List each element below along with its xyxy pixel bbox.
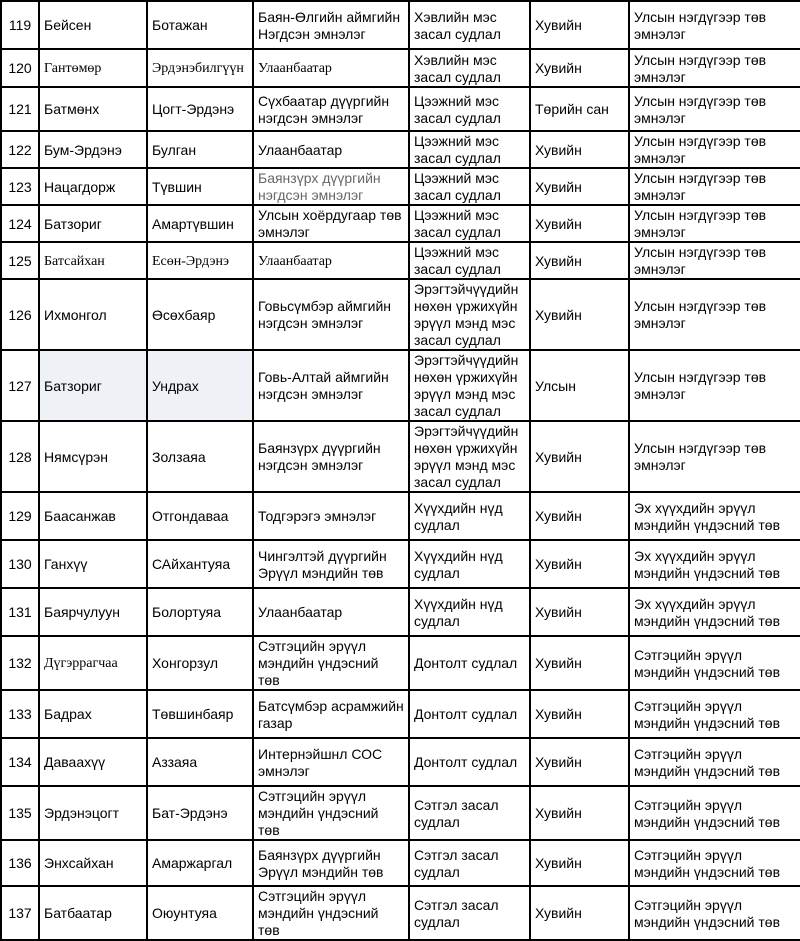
surname-cell: Батсайхан (39, 242, 147, 279)
institution-cell: Улсын нэгдүгээр төв эмнэлэг (629, 49, 800, 87)
funding-cell: Хувийн (530, 840, 629, 886)
specialty-cell: Эрэгтэйчүүдийн нөхөн үржихүйн эрүүл мэнд мэс засал судлал (409, 350, 530, 421)
surname-cell: Даваахүү (39, 738, 147, 786)
table-row (1, 131, 800, 168)
surname-cell: Батбаатар (39, 886, 147, 940)
institution-cell: Сэтгэцийн эрүүл мэндийн үндэсний төв (629, 738, 800, 786)
funding-cell: Хувийн (530, 786, 629, 840)
given-name-cell: Өсөхбаяр (147, 279, 253, 350)
hospital-cell: Баян-Өлгийн аймгийн Нэгдсэн эмнэлэг (253, 1, 409, 49)
funding-cell: Хувийн (530, 279, 629, 350)
row-number: 123 (1, 168, 39, 205)
given-name-cell: Хонгорзул (147, 636, 253, 690)
specialty-cell: Донтолт судлал (409, 690, 530, 738)
given-name-cell: Ботажан (147, 1, 253, 49)
surname-cell: Нацагдорж (39, 168, 147, 205)
table-row (1, 690, 800, 738)
specialty-cell: Хүүхдийн нүд судлал (409, 540, 530, 588)
hospital-cell: Баянзүрх дүүргийн нэгдсэн эмнэлэг (253, 421, 409, 492)
institution-cell: Улсын нэгдүгээр төв эмнэлэг (629, 242, 800, 279)
row-number: 119 (1, 1, 39, 49)
specialty-cell: Хэвлийн мэс засал судлал (409, 1, 530, 49)
table-row (1, 540, 800, 588)
institution-cell: Сэтгэцийн эрүүл мэндийн үндэсний төв (629, 840, 800, 886)
table-row (1, 786, 800, 840)
row-number: 129 (1, 492, 39, 540)
hospital-cell: Улаанбаатар (253, 588, 409, 636)
table-row (1, 636, 800, 690)
institution-cell: Улсын нэгдүгээр төв эмнэлэг (629, 350, 800, 421)
row-number: 120 (1, 49, 39, 87)
funding-cell: Хувийн (530, 205, 629, 242)
hospital-cell: Улсын хоёрдугаар төв эмнэлэг (253, 205, 409, 242)
surname-cell: Батзориг (39, 350, 147, 421)
specialty-cell: Хүүхдийн нүд судлал (409, 588, 530, 636)
surname-cell: Ганхүү (39, 540, 147, 588)
institution-cell: Сэтгэцийн эрүүл мэндийн үндэсний төв (629, 886, 800, 940)
given-name-cell: Ундрах (147, 350, 253, 421)
institution-cell: Сэтгэцийн эрүүл мэндийн үндэсний төв (629, 636, 800, 690)
surname-cell: Энхсайхан (39, 840, 147, 886)
hospital-cell: Говь-Алтай аймгийн нэгдсэн эмнэлэг (253, 350, 409, 421)
funding-cell: Хувийн (530, 690, 629, 738)
given-name-cell: Булган (147, 131, 253, 168)
surname-cell: Бум-Эрдэнэ (39, 131, 147, 168)
given-name-cell: Бат-Эрдэнэ (147, 786, 253, 840)
surname-cell: Дүгэррагчаа (39, 636, 147, 690)
specialty-cell: Эрэгтэйчүүдийн нөхөн үржихүйн эрүүл мэнд мэс засал судлал (409, 279, 530, 350)
institution-cell: Эх хүүхдийн эрүүл мэндийн үндэсний төв (629, 588, 800, 636)
institution-cell: Эх хүүхдийн эрүүл мэндийн үндэсний төв (629, 540, 800, 588)
hospital-cell: Тодгэрэгэ эмнэлэг (253, 492, 409, 540)
table-row (1, 1, 800, 49)
institution-cell: Улсын нэгдүгээр төв эмнэлэг (629, 205, 800, 242)
funding-cell: Хувийн (530, 492, 629, 540)
funding-cell: Хувийн (530, 886, 629, 940)
given-name-cell: Аззаяа (147, 738, 253, 786)
given-name-cell: САйхантуяа (147, 540, 253, 588)
hospital-cell: Сүхбаатар дүүргийн нэгдсэн эмнэлэг (253, 87, 409, 131)
row-number: 128 (1, 421, 39, 492)
row-number: 124 (1, 205, 39, 242)
surname-cell: Батмөнх (39, 87, 147, 131)
surname-cell: Гантөмөр (39, 49, 147, 87)
table-row (1, 279, 800, 350)
specialty-cell: Хэвлийн мэс засал судлал (409, 49, 530, 87)
table-row (1, 168, 800, 205)
hospital-cell: Баянзүрх дүүргийн нэгдсэн эмнэлэг (253, 168, 409, 205)
institution-cell: Улсын нэгдүгээр төв эмнэлэг (629, 1, 800, 49)
specialty-cell: Цээжний мэс засал судлал (409, 131, 530, 168)
institution-cell: Улсын нэгдүгээр төв эмнэлэг (629, 87, 800, 131)
row-number: 131 (1, 588, 39, 636)
hospital-cell: Сэтгэцийн эрүүл мэндийн үндэсний төв (253, 786, 409, 840)
hospital-cell: Улаанбаатар (253, 242, 409, 279)
table-row (1, 205, 800, 242)
given-name-cell: Болортуяа (147, 588, 253, 636)
hospital-cell: Улаанбаатар (253, 49, 409, 87)
row-number: 130 (1, 540, 39, 588)
given-name-cell: Цогт-Эрдэнэ (147, 87, 253, 131)
specialty-cell: Цээжний мэс засал судлал (409, 205, 530, 242)
surname-cell: Баасанжав (39, 492, 147, 540)
specialty-cell: Сэтгэл засал судлал (409, 786, 530, 840)
given-name-cell: Оюунтуяа (147, 886, 253, 940)
specialty-cell: Хүүхдийн нүд судлал (409, 492, 530, 540)
surname-cell: Бейсен (39, 1, 147, 49)
institution-cell: Сэтгэцийн эрүүл мэндийн үндэсний төв (629, 786, 800, 840)
hospital-cell: Говьсүмбэр аймгийн нэгдсэн эмнэлэг (253, 279, 409, 350)
table-row (1, 588, 800, 636)
funding-cell: Хувийн (530, 1, 629, 49)
funding-cell: Хувийн (530, 636, 629, 690)
specialty-cell: Донтолт судлал (409, 636, 530, 690)
given-name-cell: Түвшин (147, 168, 253, 205)
table-row (1, 87, 800, 131)
specialty-cell: Донтолт судлал (409, 738, 530, 786)
specialty-cell: Эрэгтэйчүүдийн нөхөн үржихүйн эрүүл мэнд мэс засал судлал (409, 421, 530, 492)
row-number: 121 (1, 87, 39, 131)
surname-cell: Ихмонгол (39, 279, 147, 350)
funding-cell: Төрийн сан (530, 87, 629, 131)
row-number: 125 (1, 242, 39, 279)
row-number: 135 (1, 786, 39, 840)
specialty-cell: Цээжний мэс засал судлал (409, 168, 530, 205)
hospital-cell: Чингэлтэй дүүргийн Эрүүл мэндийн төв (253, 540, 409, 588)
funding-cell: Хувийн (530, 588, 629, 636)
table-row (1, 840, 800, 886)
table-row (1, 49, 800, 87)
institution-cell: Улсын нэгдүгээр төв эмнэлэг (629, 131, 800, 168)
hospital-cell: Сэтгэцийн эрүүл мэндийн үндэсний төв (253, 636, 409, 690)
funding-cell: Хувийн (530, 168, 629, 205)
given-name-cell: Амаржаргал (147, 840, 253, 886)
given-name-cell: Отгондаваа (147, 492, 253, 540)
funding-cell: Хувийн (530, 131, 629, 168)
surname-cell: Эрдэнэцогт (39, 786, 147, 840)
row-number: 132 (1, 636, 39, 690)
table-row (1, 350, 800, 421)
funding-cell: Хувийн (530, 738, 629, 786)
institution-cell: Улсын нэгдүгээр төв эмнэлэг (629, 279, 800, 350)
hospital-cell: Батсүмбэр асрамжийн газар (253, 690, 409, 738)
specialty-cell: Цээжний мэс засал судлал (409, 242, 530, 279)
institution-cell: Улсын нэгдүгээр төв эмнэлэг (629, 421, 800, 492)
specialty-cell: Цээжний мэс засал судлал (409, 87, 530, 131)
row-number: 122 (1, 131, 39, 168)
specialty-cell: Сэтгэл засал судлал (409, 886, 530, 940)
table-row (1, 421, 800, 492)
row-number: 127 (1, 350, 39, 421)
surname-cell: Бадрах (39, 690, 147, 738)
table-row (1, 242, 800, 279)
hospital-cell: Баянзүрх дүүргийн Эрүүл мэндийн төв (253, 840, 409, 886)
hospital-cell: Улаанбаатар (253, 131, 409, 168)
row-number: 136 (1, 840, 39, 886)
hospital-cell: Интернэйшнл СОС эмнэлэг (253, 738, 409, 786)
table-row (1, 492, 800, 540)
surname-cell: Нямсүрэн (39, 421, 147, 492)
hospital-cell: Сэтгэцийн эрүүл мэндийн үндэсний төв (253, 886, 409, 940)
surname-cell: Батзориг (39, 205, 147, 242)
given-name-cell: Эрдэнэбилгүүн (147, 49, 253, 87)
institution-cell: Сэтгэцийн эрүүл мэндийн үндэсний төв (629, 690, 800, 738)
funding-cell: Хувийн (530, 540, 629, 588)
row-number: 137 (1, 886, 39, 940)
given-name-cell: Есөн-Эрдэнэ (147, 242, 253, 279)
specialty-cell: Сэтгэл засал судлал (409, 840, 530, 886)
funding-cell: Хувийн (530, 242, 629, 279)
funding-cell: Хувийн (530, 421, 629, 492)
institution-cell: Эх хүүхдийн эрүүл мэндийн үндэсний төв (629, 492, 800, 540)
table-row (1, 886, 800, 940)
row-number: 126 (1, 279, 39, 350)
institution-cell: Улсын нэгдүгээр төв эмнэлэг (629, 168, 800, 205)
given-name-cell: Төвшинбаяр (147, 690, 253, 738)
given-name-cell: Амартүвшин (147, 205, 253, 242)
given-name-cell: Золзаяа (147, 421, 253, 492)
funding-cell: Улсын (530, 350, 629, 421)
row-number: 134 (1, 738, 39, 786)
surname-cell: Баярчулуун (39, 588, 147, 636)
funding-cell: Хувийн (530, 49, 629, 87)
table-row (1, 738, 800, 786)
row-number: 133 (1, 690, 39, 738)
